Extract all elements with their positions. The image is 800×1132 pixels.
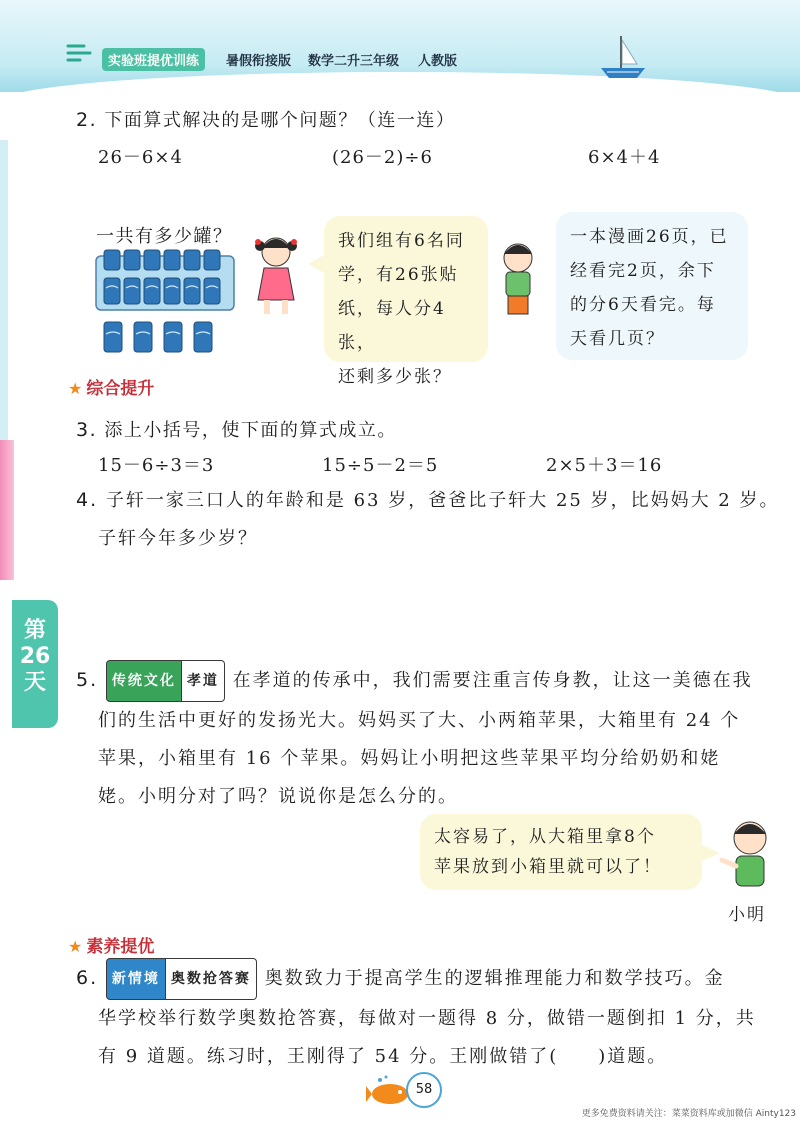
speaker-name: 小明 <box>728 905 766 925</box>
bubble-c-line: 的分6天看完。每 <box>570 295 716 315</box>
tag-new-scenario: 新情境 <box>106 958 166 1000</box>
expression-a: 26－6×4 <box>98 147 183 168</box>
section-title: 素养提优 <box>86 937 155 957</box>
question-5-line1 <box>76 660 776 702</box>
question-5-line2: 们的生活中更好的发扬光大。妈妈买了大、小两箱苹果，大箱里有 24 个 <box>98 710 741 731</box>
girl-illustration <box>250 228 310 318</box>
brand-mark-icon <box>66 40 96 64</box>
boy-illustration <box>496 236 544 320</box>
expression-c: 6×4＋4 <box>588 147 661 168</box>
question-6-line2: 华学校举行数学奥数抢答赛，每做对一题得 8 分，做错一题倒扣 1 分，共 <box>98 1008 756 1029</box>
bubble-b-line: 纸，每人分4张， <box>338 299 446 353</box>
bubble-b-tail <box>306 252 326 276</box>
cans-box-illustration <box>94 246 244 358</box>
speech-bubble-b <box>324 216 488 387</box>
edition-label: 暑假衔接版 <box>226 54 292 69</box>
question-4 <box>76 481 780 558</box>
speech-line: 苹果放到小箱里就可以了！ <box>434 857 662 877</box>
question-text: 子轩一家三口人的年龄和是 63 岁，爸爸比子轩大 25 岁，比妈妈大 2 岁。 <box>105 490 780 511</box>
day-tab-prefix: 第 <box>23 618 46 643</box>
question-6 <box>76 958 776 1076</box>
question-4-line1 <box>76 481 780 520</box>
tag-math-olympiad: 奥数抢答赛 <box>166 958 257 1000</box>
bubble-b-line: 我们组有6名同 <box>338 231 465 251</box>
side-strip-blue <box>0 140 8 440</box>
question-5-line3: 苹果，小箱里有 16 个苹果。妈妈让小明把这些苹果平均分给奶奶和姥 <box>98 748 721 769</box>
equation-c: 2×5＋3＝16 <box>546 455 663 476</box>
expression-b: (26－2)÷6 <box>332 147 433 168</box>
xiaoming-illustration <box>718 814 780 896</box>
bubble-b-line: 学，有26张贴 <box>338 265 459 285</box>
question-number: 2. <box>76 109 98 131</box>
bubble-c-line: 天看几页？ <box>570 329 665 349</box>
question-6-line3: 有 9 道题。练习时，王刚得了 54 分。王刚做错了( )道题。 <box>98 1046 668 1067</box>
subject-label: 数学二升三年级 <box>308 54 400 69</box>
section-heading-comprehensive <box>68 374 154 399</box>
star-icon: ★ <box>68 937 83 956</box>
equation-a: 15－6÷3＝3 <box>98 455 215 476</box>
bubble-c-line: 经看完2页，余下 <box>570 261 716 281</box>
question-number: 4. <box>76 489 99 511</box>
sailboat-icon <box>597 34 649 82</box>
section-heading-literacy <box>68 932 154 957</box>
question-2-prompt <box>76 106 455 132</box>
question-number: 3. <box>76 419 98 441</box>
question-6-line1 <box>76 958 776 1000</box>
day-tab-number: 26 <box>19 644 51 669</box>
star-icon: ★ <box>68 379 83 398</box>
question-text: 在孝道的传承中，我们需要注重言传身教，让这一美德在我 <box>232 670 753 691</box>
day-tab-suffix: 天 <box>23 670 46 695</box>
problem-a-text: 一共有多少罐？ <box>96 226 233 247</box>
question-number: 6. <box>76 967 99 989</box>
footer-note: 更多免费资料请关注：菜菜资料库或加微信 Ainty123 <box>581 1109 796 1119</box>
day-tab <box>12 600 58 728</box>
speech-line: 太容易了，从大箱里拿8个 <box>434 827 656 847</box>
tag-filial-piety: 孝道 <box>182 660 225 702</box>
speech-bubble-xiaoming <box>420 814 702 890</box>
equation-b: 15÷5－2＝5 <box>322 455 439 476</box>
section-title: 综合提升 <box>86 379 155 399</box>
tag-traditional-culture: 传统文化 <box>106 660 182 702</box>
question-5 <box>76 660 776 816</box>
question-4-line2: 子轩今年多少岁？ <box>98 528 258 549</box>
question-5-line4: 姥。小明分对了吗？说说你是怎么分的。 <box>98 786 458 807</box>
bubble-c-line: 一本漫画26页，已 <box>570 227 729 247</box>
page-number: 58 <box>406 1072 442 1108</box>
publisher-label: 人教版 <box>418 54 458 69</box>
series-title: 实验班提优训练 <box>102 48 205 71</box>
question-text: 下面算式解决的是哪个问题？（连一连） <box>104 110 456 131</box>
speech-bubble-c <box>556 212 748 360</box>
question-text: 奥数致力于提高学生的逻辑推理能力和数学技巧。金 <box>264 968 725 989</box>
question-text: 添上小括号，使下面的算式成立。 <box>104 420 397 441</box>
side-strip-pink <box>0 440 14 580</box>
question-number: 5. <box>76 669 99 691</box>
bubble-b-line: 还剩多少张？ <box>338 367 452 387</box>
question-3-prompt <box>76 416 397 442</box>
